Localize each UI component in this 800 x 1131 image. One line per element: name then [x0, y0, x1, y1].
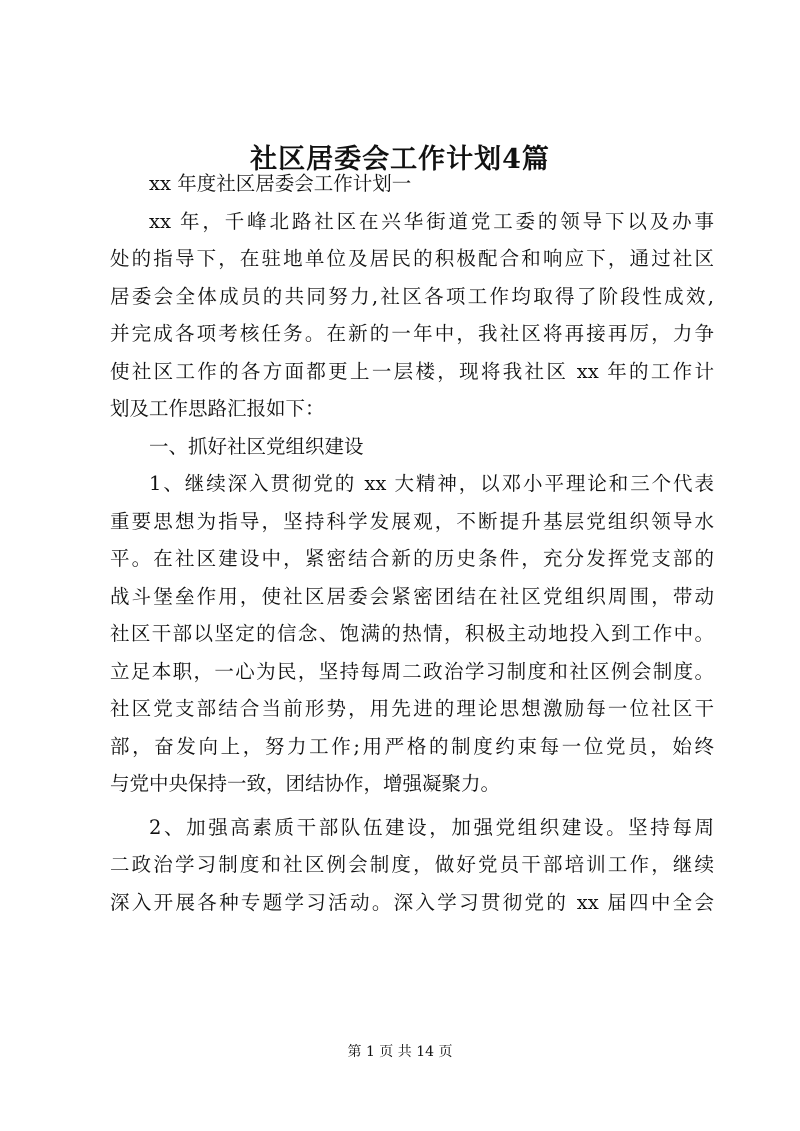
- page-footer: 第 1 页 共 14 页: [347, 1044, 453, 1060]
- paragraph-line: 2、加强高素质干部队伍建设，加强党组织建设。坚持每周: [149, 815, 714, 839]
- paragraph-line: 二政治学习制度和社区例会制度，做好党员干部培训工作，继续: [110, 853, 714, 876]
- paragraph-line: 重要思想为指导，坚持科学发展观，不断提升基层党组织领导水: [110, 509, 714, 533]
- section-heading: 一、抓好社区党组织建设: [149, 434, 364, 458]
- paragraph-line: 居委会全体成员的共同努力,社区各项工作均取得了阶段性成效,: [110, 284, 714, 308]
- paragraph-line: 处的指导下，在驻地单位及居民的积极配合和响应下，通过社区: [110, 247, 714, 270]
- paragraph-line: 深入开展各种专题学习活动。深入学习贯彻党的 xx 届四中全会: [110, 890, 714, 914]
- paragraph-line: 并完成各项考核任务。在新的一年中，我社区将再接再厉，力争: [110, 322, 714, 345]
- paragraph-line: 使社区工作的各方面都更上一层楼，现将我社区 xx 年的工作计: [110, 359, 714, 383]
- paragraph-line: 1、继续深入贯彻党的 xx 大精神，以邓小平理论和三个代表: [149, 472, 714, 495]
- paragraph-line: 立足本职，一心为民，坚持每周二政治学习制度和社区例会制度。: [110, 659, 714, 683]
- paragraph-line: 划及工作思路汇报如下：: [110, 397, 325, 420]
- paragraph-line: 社区干部以坚定的信念、饱满的热情，积极主动地投入到工作中。: [110, 622, 714, 645]
- plan-heading: xx 年度社区居委会工作计划一: [149, 172, 412, 195]
- document-body: [110, 165, 714, 921]
- paragraph-line: 社区党支部结合当前形势，用先进的理论思想激励每一位社区干: [110, 697, 714, 720]
- paragraph-line: 与党中央保持一致，团结协作，增强凝聚力。: [110, 772, 501, 795]
- paragraph-line: 战斗堡垒作用，使社区居委会紧密团结在社区党组织周围，带动: [110, 584, 714, 608]
- document-title: 社区居委会工作计划4篇: [250, 144, 550, 175]
- paragraph-line: 部，奋发向上，努力工作;用严格的制度约束每一位党员，始终: [110, 734, 714, 758]
- paragraph-line: 平。在社区建设中，紧密结合新的历史条件，充分发挥党支部的: [110, 547, 714, 570]
- paragraph-line: xx 年，千峰北路社区在兴华街道党工委的领导下以及办事: [149, 209, 714, 233]
